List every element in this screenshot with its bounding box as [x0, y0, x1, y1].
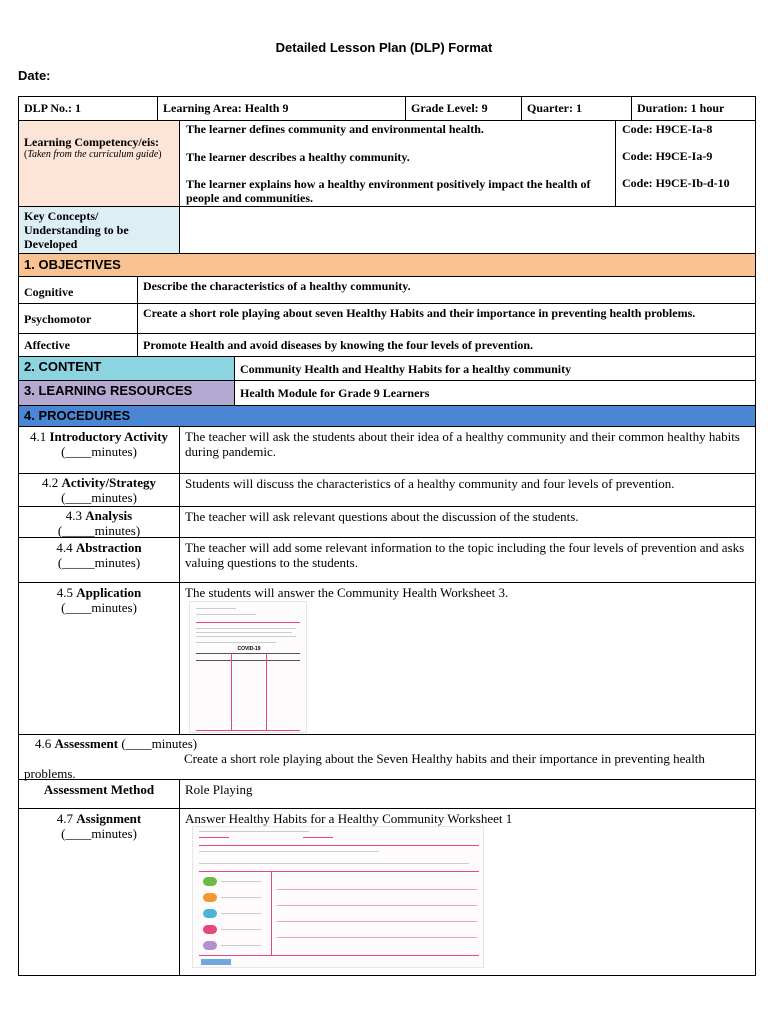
key-concepts-row [18, 206, 756, 254]
competency-note: Taken from the curriculum guide [27, 149, 159, 160]
note-open: ( [24, 149, 28, 160]
procedure-minutes: (____minutes) [61, 490, 137, 505]
competency-item-3: The learner explains how a healthy environment positively impact the health of people and communities. [186, 177, 591, 205]
affective-row [18, 333, 756, 357]
assessment-method-label: Assessment Method [43, 782, 155, 797]
competency-row [18, 120, 756, 207]
procedure-name: Application [76, 585, 142, 600]
objectives-heading: 1. OBJECTIVES [18, 253, 756, 277]
procedure-name: Assessment [54, 736, 119, 751]
procedure-minutes: (____minutes) [61, 826, 137, 841]
procedure-row-abstraction [18, 537, 756, 583]
procedure-row-introductory [18, 426, 756, 474]
competency-codes [615, 121, 755, 206]
procedure-name: Abstraction [75, 540, 142, 555]
dlp-no: DLP No.: 1 [24, 101, 81, 115]
competency-label: Learning Competency/eis: [24, 135, 159, 149]
procedure-desc-introductory: The teacher will ask the students about their idea of a healthy community and their common healthy habits during pandemic. [179, 427, 755, 473]
procedure-number: 4.6 [35, 736, 55, 751]
grade-level: Grade Level: 9 [405, 97, 521, 120]
content-row [18, 356, 756, 381]
procedure-label-activity [19, 474, 179, 506]
procedure-name: Activity/Strategy [61, 475, 157, 490]
resources-value: Health Module for Grade 9 Learners [234, 381, 755, 405]
assessment-method-row [18, 779, 756, 809]
procedure-label-assignment [19, 809, 179, 975]
code-2: Code: H9CE-Ia-9 [622, 149, 713, 163]
procedure-number: 4.5 [56, 585, 77, 600]
procedure-desc-activity: Students will discuss the characteristics of a healthy community and four levels of prevention. [179, 474, 755, 506]
competency-item-2: The learner describes a healthy community. [186, 150, 410, 164]
procedure-label-analysis [19, 507, 179, 537]
competency-item-1: The learner defines community and environmental health. [186, 122, 484, 136]
code-3: Code: H9CE-Ib-d-10 [622, 176, 730, 190]
affective-label: Affective [24, 338, 70, 352]
procedure-minutes: (____minutes) [121, 736, 198, 751]
key-concepts-label: Key Concepts/ Understanding to be Developed [19, 207, 179, 253]
affective-value: Promote Health and avoid diseases by knowing the four levels of prevention. [137, 334, 755, 356]
procedure-minutes: (____minutes) [61, 600, 137, 615]
procedure-desc-assignment [179, 809, 755, 975]
psychomotor-label: Psychomotor [24, 312, 92, 326]
psychomotor-row [18, 303, 756, 334]
procedure-desc-abstraction: The teacher will add some relevant information to the topic including the four levels of prevention and asks valuing questions to the students. [179, 538, 755, 582]
content-value: Community Health and Healthy Habits for a healthy community [234, 357, 755, 380]
procedure-row-application [18, 582, 756, 735]
procedure-name: Analysis [85, 508, 133, 523]
procedure-desc-application [179, 583, 755, 734]
competency-label-cell [19, 121, 179, 206]
procedure-number: 4.1 [29, 429, 50, 444]
learning-area: Learning Area: Health 9 [157, 97, 405, 120]
psychomotor-value: Create a short role playing about seven Healthy Habits and their importance in preventing health problems. [137, 304, 755, 333]
code-1: Code: H9CE-Ia-8 [622, 122, 713, 136]
procedure-row-assignment [18, 808, 756, 976]
page-title: Detailed Lesson Plan (DLP) Format [275, 40, 493, 55]
cognitive-row [18, 276, 756, 304]
key-concepts-value [179, 207, 755, 253]
procedure-name: Assignment [76, 811, 142, 826]
header-row [18, 96, 756, 121]
date-label: Date: [18, 68, 51, 83]
procedure-number: 4.3 [65, 508, 86, 523]
procedure-name: Introductory Activity [49, 429, 169, 444]
procedure-label-application [19, 583, 179, 734]
content-heading: 2. CONTENT [19, 357, 234, 380]
duration: Duration: 1 hour [631, 97, 755, 120]
competency-items [179, 121, 615, 206]
quarter: Quarter: 1 [521, 97, 631, 120]
note-close: ) [158, 149, 162, 160]
worksheet-label: COVID-19 [237, 646, 261, 652]
procedures-heading: 4. PROCEDURES [18, 405, 756, 427]
procedure-label-introductory [19, 427, 179, 473]
cognitive-value: Describe the characteristics of a healthy community. [137, 277, 755, 303]
procedure-row-analysis [18, 506, 756, 538]
procedure-row-assessment [18, 734, 756, 780]
procedure-label-abstraction [19, 538, 179, 582]
procedure-number: 4.4 [56, 540, 76, 555]
procedure-label-assessment [35, 736, 197, 751]
application-desc: The students will answer the Community Health Worksheet 3. [185, 585, 509, 600]
procedure-desc-analysis: The teacher will ask relevant questions about the discussion of the students. [179, 507, 755, 537]
procedure-row-activity [18, 473, 756, 507]
cognitive-label: Cognitive [24, 285, 74, 299]
assessment-method-value: Role Playing [179, 780, 755, 808]
healthy-habits-worksheet-thumbnail [192, 826, 484, 968]
procedure-desc-assessment: Create a short role playing about the Seven Healthy habits and their importance in preventing health problems. [24, 751, 705, 781]
procedure-number: 4.7 [56, 811, 77, 826]
covid-worksheet-thumbnail [189, 601, 307, 733]
procedure-minutes: (____minutes) [61, 444, 137, 459]
resources-row [18, 380, 756, 406]
procedure-number: 4.2 [41, 475, 62, 490]
assignment-desc: Answer Healthy Habits for a Healthy Community Worksheet 1 [185, 811, 513, 826]
procedure-minutes: (_____minutes) [57, 523, 141, 537]
resources-heading: 3. LEARNING RESOURCES [19, 381, 234, 405]
procedure-minutes: (_____minutes) [57, 555, 141, 570]
